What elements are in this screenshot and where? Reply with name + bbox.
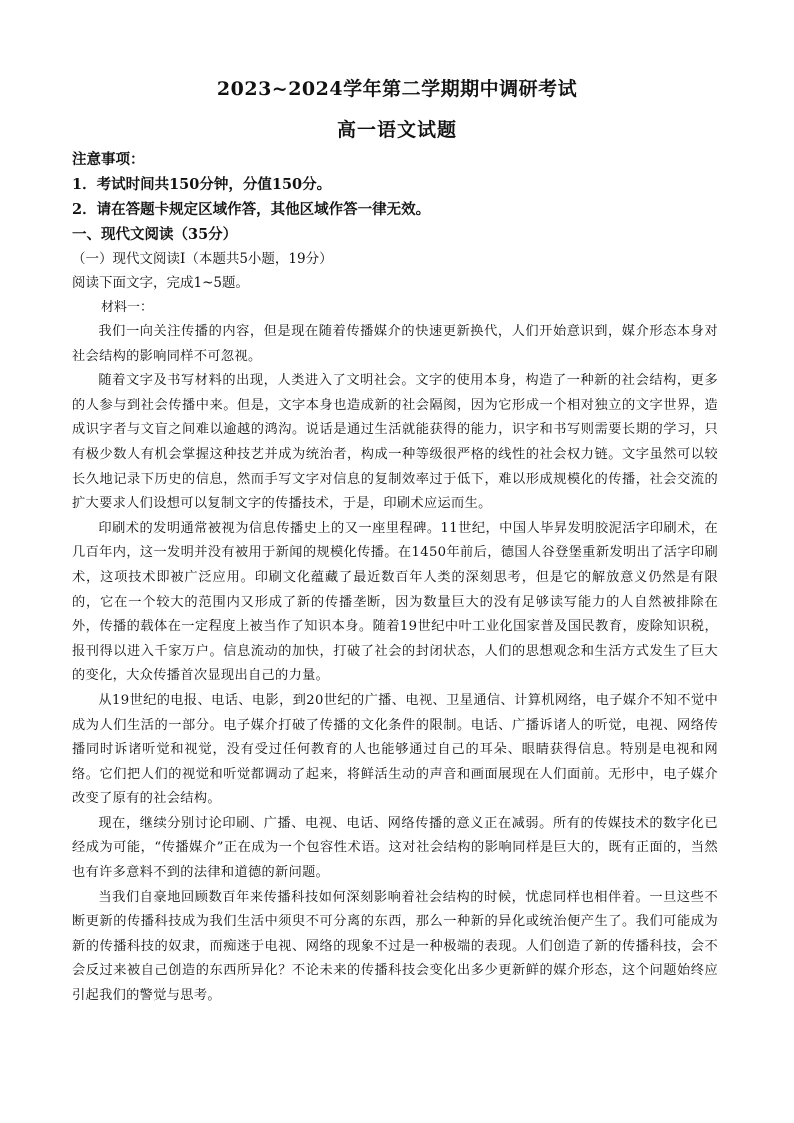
paragraph: 随着文字及书写材料的出现，人类进入了文明社会。文字的使用本身，构造了一种新的社会结构，更多的人参与到社会传播中来。但是，文字本身也造成新的社会隔阂，因为它形成一个相对独立的文字世界，造成识字者与文盲之间难以逾越的鸿沟。说话是通过生活就能获得的能力，识字和书写则需要长期的学习，只有极少数人有机会掌握这种技艺并成为统治者，构成一种等级很严格的线性的社会权力链。文字虽然可以较长久地记录下历史的信息，然而手写文字对信息的复制效率过于低下，难以形成规模化的传播，社会交流的扩大要求人们设想可以复制文字的传播技术，于是，印刷术应运而生。 <box>72 373 718 512</box>
paragraph: 当我们自豪地回顾数百年来传播科技如何深刻影响着社会结构的时候，忧虑同样也相伴着。一旦这些不断更新的传播科技成为我们生活中须臾不可分离的东西，那么一种新的异化或统治便产生了。我们可能成为新的传播科技的奴隶，而痴迷于电视、网络的现象不过是一种极端的表现。人们创造了新的传播科技，会不会反过来被自己创造的东西所异化？不论未来的传播科技会变化出多少更新鲜的媒介形态，这个问题始终应引起我们的警觉与思考。 <box>72 889 718 1004</box>
material-body <box>72 320 718 1009</box>
section-heading: 一、现代文阅读（35分） <box>72 226 238 243</box>
paragraph: 从19世纪的电报、电话、电影，到20世纪的广播、电视、卫星通信、计算机网络，电子媒介不知不觉中成为人们生活的一部分。电子媒介打破了传播的文化条件的限制。电话、广播诉诸人的听觉，电视、网络传播同时诉诸听觉和视觉，没有受过任何教育的人也能够通过自己的耳朵、眼睛获得信息。特别是电视和网络。它们把人们的视觉和听觉都调动了起来，将鲜活生动的声音和画面展现在人们面前。无形中，电子媒介改变了原有的社会结构。 <box>72 692 718 807</box>
material-label: 材料一： <box>101 300 154 315</box>
notice-heading: 注意事项： <box>72 151 145 168</box>
exam-subtitle: 高一语文试题 <box>336 119 457 141</box>
exam-title: 2023~2024学年第二学期期中调研考试 <box>216 78 578 100</box>
section-subheading: （一）现代文阅读Ⅰ（本题共5小题，19分） <box>72 251 333 267</box>
notice-item-2: 2．请在答题卡规定区域作答，其他区域作答一律无效。 <box>72 201 431 218</box>
instructions-block <box>72 147 732 295</box>
reading-instruction: 阅读下面文字，完成1~5题。 <box>72 275 249 291</box>
paragraph: 我们一向关注传播的内容，但是现在随着传播媒介的快速更新换代，人们开始意识到，媒介形态本身对社会结构的影响同样不可忽视。 <box>72 324 718 364</box>
paragraph: 印刷术的发明通常被视为信息传播史上的又一座里程碑。11世纪，中国人毕昇发明胶泥活字印刷术，在几百年内，这一发明并没有被用于新闻的规模化传播。在1450年前后，德国人谷登堡重新发明出了活字印刷术，这项技术即被广泛应用。印刷文化蕴藏了最近数百年人类的深刻思考，但是它的解放意义仍然是有限的，它在一个较大的范围内又形成了新的传播垄断，因为数量巨大的没有足够读写能力的人自然被排除在外，传播的载体在一定程度上被当作了知识本身。随着19世纪中叶工业化国家普及国民教育，废除知识税，报刊得以进入千家万户。信息流动的加快，打破了社会的封闭状态，人们的思想观念和生活方式发生了巨大的变化，大众传播首次显现出自己的力量。 <box>72 520 718 684</box>
notice-item-1: 1．考试时间共150分钟，分值150分。 <box>72 176 332 193</box>
paragraph: 现在，继续分别讨论印刷、广播、电视、电话、网络传播的意义正在减弱。所有的传媒技术的数字化已经成为可能，“传播媒介”正在成为一个包容性术语。这对社会结构的影响同样是巨大的，既有正面的，当然也有许多意料不到的法律和道德的新问题。 <box>72 815 718 881</box>
